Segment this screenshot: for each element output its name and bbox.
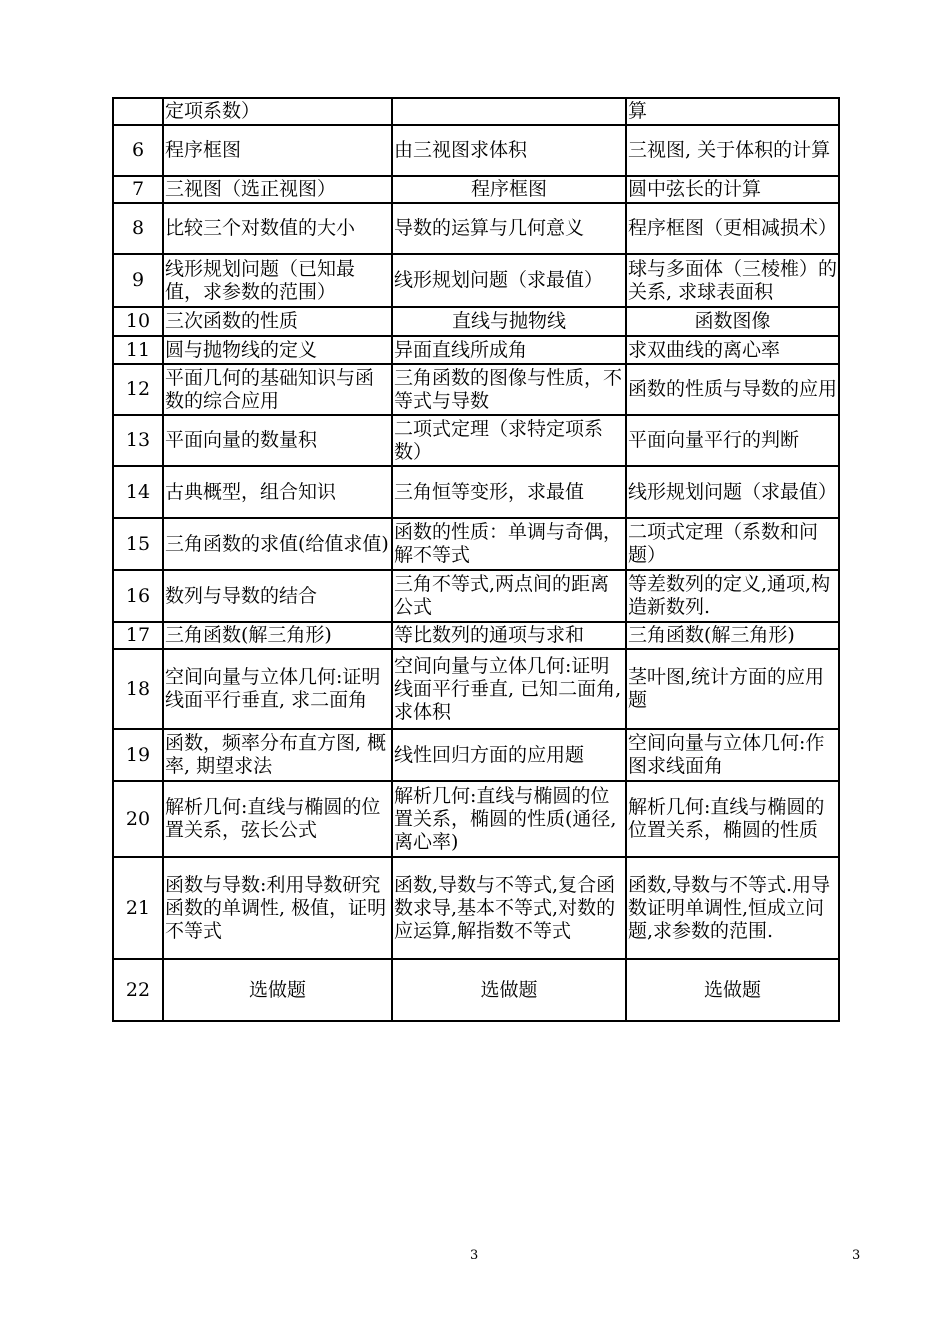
topics-table (112, 97, 840, 1022)
table-row (113, 466, 839, 518)
table-row (113, 254, 839, 307)
row-number: 16 (113, 570, 163, 622)
cell-col1: 选做题 (163, 959, 392, 1021)
cell-col1: 数列与导数的结合 (163, 570, 392, 622)
cell-col1: 程序框图 (163, 125, 392, 176)
cell-col2: 函数,导数与不等式,复合函数求导,基本不等式,对数的应运算,解指数不等式 (392, 857, 626, 959)
cell-col2: 线形规划问题（求最值） (392, 254, 626, 307)
cell-col2: 由三视图求体积 (392, 125, 626, 176)
row-number: 21 (113, 857, 163, 959)
cell-col2: 异面直线所成角 (392, 336, 626, 364)
cell-col3: 函数,导数与不等式.用导数证明单调性,恒成立问题,求参数的范围. (626, 857, 839, 959)
cell-col3: 等差数列的定义,通项,构造新数列. (626, 570, 839, 622)
cell-col1: 平面向量的数量积 (163, 415, 392, 466)
cell-col2: 线性回归方面的应用题 (392, 729, 626, 781)
cell-col3: 函数图像 (626, 307, 839, 336)
cell-col1: 三次函数的性质 (163, 307, 392, 336)
row-number (113, 98, 163, 125)
cell-col3: 球与多面体（三棱椎）的关系, 求球表面积 (626, 254, 839, 307)
cell-col3: 空间向量与立体几何:作图求线面角 (626, 729, 839, 781)
cell-col3: 圆中弦长的计算 (626, 176, 839, 203)
cell-col3: 解析几何:直线与椭圆的位置关系，椭圆的性质 (626, 781, 839, 857)
cell-col3: 程序框图（更相减损术） (626, 203, 839, 254)
table-row (113, 570, 839, 622)
cell-col2: 三角不等式,两点间的距离公式 (392, 570, 626, 622)
row-number: 9 (113, 254, 163, 307)
table-row (113, 98, 839, 125)
cell-col3: 求双曲线的离心率 (626, 336, 839, 364)
cell-col3: 平面向量平行的判断 (626, 415, 839, 466)
cell-col1: 古典概型，组合知识 (163, 466, 392, 518)
row-number: 15 (113, 518, 163, 570)
cell-col3: 选做题 (626, 959, 839, 1021)
cell-col2: 解析几何:直线与椭圆的位置关系，椭圆的性质(通径,离心率) (392, 781, 626, 857)
table-row (113, 125, 839, 176)
cell-col1: 解析几何:直线与椭圆的位置关系，弦长公式 (163, 781, 392, 857)
cell-col3: 线形规划问题（求最值） (626, 466, 839, 518)
page-number-right: 3 (852, 1248, 861, 1263)
table-row (113, 959, 839, 1021)
table-row (113, 176, 839, 203)
cell-col2: 二项式定理（求特定项系数） (392, 415, 626, 466)
cell-col3: 二项式定理（系数和问题） (626, 518, 839, 570)
cell-col1: 函数与导数:利用导数研究函数的单调性, 极值，证明不等式 (163, 857, 392, 959)
row-number: 22 (113, 959, 163, 1021)
table-row (113, 857, 839, 959)
cell-col3: 三视图, 关于体积的计算 (626, 125, 839, 176)
row-number: 19 (113, 729, 163, 781)
cell-col1: 比较三个对数值的大小 (163, 203, 392, 254)
row-number: 8 (113, 203, 163, 254)
cell-col1: 圆与抛物线的定义 (163, 336, 392, 364)
cell-col2: 空间向量与立体几何:证明线面平行垂直, 已知二面角, 求体积 (392, 649, 626, 729)
cell-col2: 程序框图 (392, 176, 626, 203)
cell-col1: 函数，频率分布直方图, 概率, 期望求法 (163, 729, 392, 781)
row-number: 12 (113, 364, 163, 415)
row-number: 18 (113, 649, 163, 729)
cell-col1: 三视图（选正视图） (163, 176, 392, 203)
cell-col3: 茎叶图,统计方面的应用题 (626, 649, 839, 729)
cell-col2: 三角函数的图像与性质，不等式与导数 (392, 364, 626, 415)
cell-col2: 直线与抛物线 (392, 307, 626, 336)
row-number: 13 (113, 415, 163, 466)
row-number: 11 (113, 336, 163, 364)
cell-col3: 函数的性质与导数的应用 (626, 364, 839, 415)
row-number: 17 (113, 622, 163, 649)
row-number: 6 (113, 125, 163, 176)
cell-col1: 三角函数的求值(给值求值) (163, 518, 392, 570)
cell-col2 (392, 98, 626, 125)
table-row (113, 649, 839, 729)
table-row (113, 364, 839, 415)
table-row (113, 781, 839, 857)
row-number: 14 (113, 466, 163, 518)
cell-col1: 定项系数） (163, 98, 392, 125)
cell-col3: 算 (626, 98, 839, 125)
cell-col1: 线形规划问题（已知最值，求参数的范围） (163, 254, 392, 307)
table-row (113, 729, 839, 781)
table-row (113, 622, 839, 649)
table-row (113, 307, 839, 336)
table-row (113, 518, 839, 570)
page-number-center: 3 (470, 1248, 479, 1263)
cell-col2: 函数的性质：单调与奇偶，解不等式 (392, 518, 626, 570)
cell-col3: 三角函数(解三角形) (626, 622, 839, 649)
table-row (113, 336, 839, 364)
cell-col1: 空间向量与立体几何:证明线面平行垂直, 求二面角 (163, 649, 392, 729)
cell-col2: 等比数列的通项与求和 (392, 622, 626, 649)
cell-col1: 三角函数(解三角形) (163, 622, 392, 649)
row-number: 10 (113, 307, 163, 336)
row-number: 20 (113, 781, 163, 857)
cell-col2: 导数的运算与几何意义 (392, 203, 626, 254)
table-row (113, 203, 839, 254)
row-number: 7 (113, 176, 163, 203)
cell-col1: 平面几何的基础知识与函数的综合应用 (163, 364, 392, 415)
table-row (113, 415, 839, 466)
cell-col2: 三角恒等变形，求最值 (392, 466, 626, 518)
cell-col2: 选做题 (392, 959, 626, 1021)
